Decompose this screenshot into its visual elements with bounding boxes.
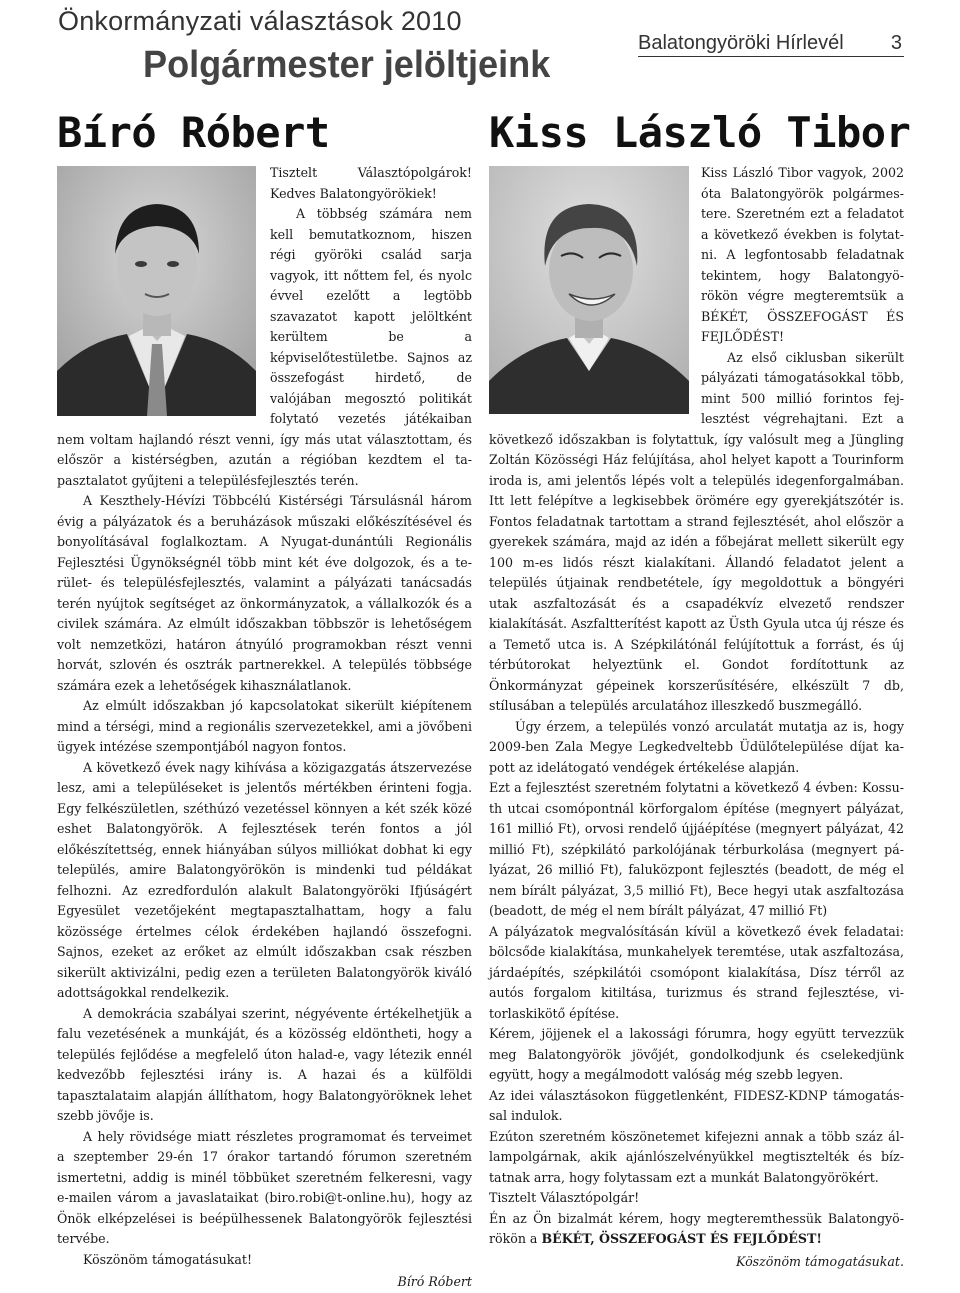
final-text: Én az Ön bizalmát kérem, hogy megteremthessük Balatongyörökön a bbox=[489, 1210, 904, 1246]
paragraph: Ezt a fejlesztést szeretném folytatni a következő 4 évben: Kossuth utcai csomópontnál körforgalom építése (megnyert pályázat, 161 millió Ft), orvosi rendelő újjáépítése (megnyert pályázat, 42 millió Ft), szépkilátó parkolójának térburkolása (megnyert pályázat, 26 millió Ft), faluközpont fejlesztés (beadott, de még el nem bírált pályázat, 3,5 millió Ft), Bece hegyi utak aszfaltozása (beadott, de még el nem bírált pályázat, 47 millió Ft) bbox=[489, 780, 904, 918]
candidate-photo-left bbox=[57, 166, 256, 416]
paragraph: A következő évek nagy kihívása a közigazgatás átszervezése lesz, ami a településeket is jelentős mértékben érinteni fogja. Egy felkészületlen, széthúzó vezetéssel könnyen a két szék közé eshet Balatongyörök. A fejlesztések terén fontos a jól előkészítettség, ennek hiányában súlyos milliókat dobhat ki egy település, amire Balatongyörökön is mindenki tud példákat felhozni. Az ezredfordulón alakult Balatongyöröki Ifjúságért Egyesület vezetőjeként megtapasztalhattam, hogy a falu közössége értelmes célok érdekében hajlandó összefogni. Sajnos, ezeket az erőket az elmúlt időszakban csak részben sikerült aktivizálni, pedig ezen a területen Balatongyörök kiváló adottságokkal rendelkezik. bbox=[57, 759, 472, 1000]
paragraph: Tisztelt Választópolgár! bbox=[489, 1190, 640, 1205]
candidate-name-right: Kiss László Tibor bbox=[489, 108, 911, 157]
paragraph: Tisztelt Választópolgárok! Kedves Balatongyörökiek! bbox=[270, 165, 472, 201]
paragraph: Úgy érzem, a település vonzó arculatát mutatja az is, hogy 2009-ben Zala Megye Legkedveltebb Üdülőtelepülése díjat kapott az idelátogató vendégek értékelése alapján. bbox=[489, 718, 904, 775]
portrait-icon bbox=[489, 166, 689, 414]
page-headline: Polgármester jelöltjeink bbox=[143, 44, 551, 86]
paragraph: Kérem, jöjjenek el a lakossági fórumra, hogy együtt tervezzük meg Balatongyörök jövőjét, gondolkodjunk és cselekedjünk együtt, hogy a megálmodott valóság még szebb legyen. bbox=[489, 1026, 904, 1082]
paragraph: A Keszthely-Hévízi Többcélú Kistérségi Társulásnál három évig a pályázatok és a beruházások műszaki előkészítésével és bonyolításával foglalkoztam. A Nyugat-dunántúli Regionális Fejlesztési Ügynökségnél több mint két éve dolgozok, és a terület- és településfejlesztés, valamint a pályázati tanácsadás terén nyújtok segítséget az önkormányzatok, a vállalkozók és a civilek számára. Az elmúlt időszakban többször is lehetőségem volt nemzetközi, határon átnyúló programokban részt venni horvát, szlovén és osztrák partnerekkel. A település többsége számára ezek a lehetőségek kihasználatlanok. bbox=[57, 493, 472, 693]
paragraph: A demokrácia szabályai szerint, négyévente értékelhetjük a falu vezetésének a munkáját, és a közösség eldöntheti, hogy a település fejlődése a megfelelő úton halad-e, vagy létezik ennél kedvezőbb fejlesztési irány is. A hazai és a külföldi tapasztalataim alapján állíthatom, hogy Balatongyöröknek lehet szebb jövője is. bbox=[57, 1005, 472, 1123]
page-number: 3 bbox=[890, 32, 902, 54]
article-right bbox=[489, 163, 904, 1272]
paragraph: A pályázatok megvalósításán kívül a következő évek feladatai: bölcsőde kialakítása, munkahelyek teremtése, utak aszfaltozása, járdaépítés, szépkilátói csomópont kialakítása, Dísz térről az autós forgalom kitiltása, turizmus és strand fejlesztése, vitorlaskikötő építése. bbox=[489, 923, 904, 1021]
signature-left: Bíró Róbert bbox=[397, 1274, 472, 1289]
paragraph: A hely rövidsége miatt részletes programomat és terveimet a szeptember 29-én 17 órakor tartandó fórumon szeretném ismertetni, addig is minél többüket szeretném felkeresni, vagy e-mailen várom a javaslataikat (biro.robi@t-online.hu), hogy az Önök elképzelései is beépülhessenek Balatongyörök fejlesztési tervébe. bbox=[57, 1128, 472, 1246]
masthead bbox=[638, 32, 904, 57]
paragraph: Ezúton szeretném köszönetemet kifejezni annak a több száz állampolgárnak, akik ajánlószelvényükkel megtisztelték és bíztatnak arra, hogy folytassam ezt a munkát Balatongyörökért. bbox=[489, 1128, 904, 1185]
paragraph: Az elmúlt időszakban jó kapcsolatokat sikerült kiépítenem mind a térségi, mind a regionális szervezetekkel, ami a jövőbeni ügyek intézése szempontjából nagyon fontos. bbox=[57, 698, 472, 754]
signature-right: Köszönöm támogatásukat. bbox=[736, 1253, 904, 1269]
paragraph: Az első ciklusban sikerült pályázati támogatásokkal több, mint 500 millió forintos fejlesztést végrehajtani. Ezt a következő időszakban is folytattuk, így valósult meg a Jüngling Zoltán Közösségi Ház felújítása, ahol helyet kapott a Tourinform iroda is, ami jelentős lépés volt a település idegenforgalmában. Itt lett felépítve a legkisebbek örömére egy gyerekjátszótér is. Fontos feladatnak tartottam a strand fejlesztését, ahol először a gyerekek számára, majd az idén a főbejárat mellett sikerült egy 100 m-es lidós részt kialakítani. Állandó feladatot jelent a település útjainak rendbetétele, így megoldottuk a böngyéri utak aszfaltozását és a csapadékvíz elvezető rendszer kialakítását. Aszfaltterítést kapott az Üsth Gyula utca új része és a Temető utca is. A Szépkilátónál felújítottuk a forrást, és új térbútorokat helyeztünk el. Gondot fordítottunk az Önkormányzat gépeinek korszerűsítésére, elkészült 7 db, stílusában a település arculatához illeszkedő buszmegálló. bbox=[489, 349, 904, 713]
candidate-name-left: Bíró Róbert bbox=[57, 108, 330, 157]
publication-title: Balatongyöröki Hírlevél bbox=[638, 32, 844, 54]
intro-caps: BÉKÉT, ÖSSZEFOGÁST ÉS FEJLŐDÉST! bbox=[701, 308, 904, 344]
paragraph bbox=[489, 1209, 904, 1250]
article-left bbox=[57, 163, 472, 1293]
final-slogan: BÉKÉT, ÖSSZEFOGÁST ÉS FEJLŐDÉST! bbox=[541, 1231, 822, 1246]
candidate-photo-right bbox=[489, 166, 689, 414]
paragraph: Az idei választásokon függetlenként, FIDESZ-KDNP támogatással indulok. bbox=[489, 1087, 904, 1123]
intro-text: Kiss László Tibor vagyok, 2002 óta Balatongyörök polgármestere. Szeretném ezt a feladatot a következő években is folytatni. A legfontosabb feladatnak tekintem, hogy Balatongyörökön végre megteremtsük a bbox=[701, 165, 904, 303]
closing-line: Köszönöm támogatásukat! bbox=[83, 1251, 253, 1267]
paragraph: A többség számára nem kell bemutatkoznom, hiszen régi györöki család sarja vagyok, itt nőttem fel, és nyolc évvel ezelőtt a legtöbb szavazatot kapott jelöltként kerültem be a képviselőtestületbe. Sajnos az összefogást hirdető, de valójában megosztó politikát folytató vezetés játékaiban nem voltam hajlandó részt venni, így más utat választottam, és először a kistérségben, azután a régióban kezdtem el tapasztalatot gyűjteni a településfejlesztés terén. bbox=[57, 206, 472, 488]
portrait-icon bbox=[57, 166, 256, 416]
section-kicker: Önkormányzati választások 2010 bbox=[58, 6, 462, 36]
